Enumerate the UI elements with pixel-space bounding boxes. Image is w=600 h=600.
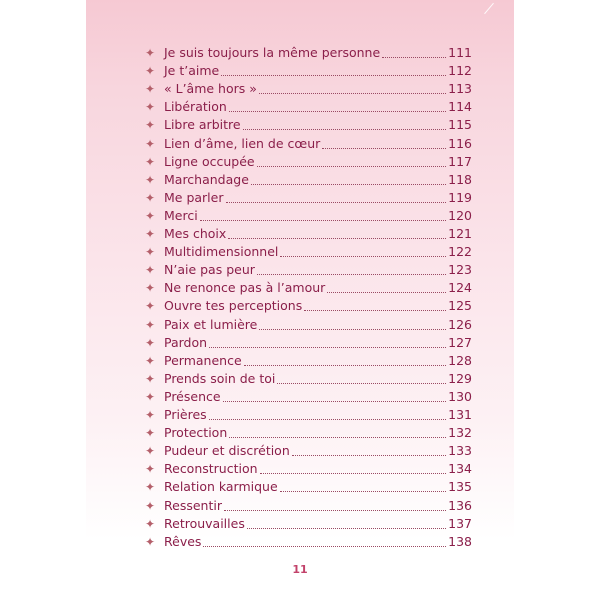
dot-leader — [247, 527, 446, 529]
toc-entry-title: Je suis toujours la même personne — [164, 45, 381, 60]
toc-entry-page: 119 — [448, 189, 472, 205]
toc-entry-line — [164, 334, 472, 352]
dot-leader — [304, 309, 446, 311]
toc-entry-page: 132 — [448, 425, 472, 441]
dot-leader — [327, 291, 446, 293]
toc-entry-page: 131 — [448, 407, 472, 422]
dot-leader — [209, 418, 446, 420]
sparkle-bullet-icon: ✦ — [145, 317, 156, 332]
toc-entry — [0, 297, 600, 315]
toc-entry — [0, 207, 600, 225]
toc-entry-title: Ouvre tes perceptions — [164, 298, 303, 314]
dot-leader — [259, 92, 446, 94]
dot-leader — [260, 472, 447, 474]
toc-entry — [0, 352, 600, 370]
toc-entry-line — [164, 533, 472, 551]
toc-entry-line — [164, 80, 472, 98]
toc-entry — [0, 243, 600, 261]
toc-entry-title: Protection — [164, 425, 228, 441]
dot-leader — [243, 128, 447, 130]
sparkle-bullet-icon: ✦ — [145, 299, 156, 314]
sparkle-bullet-icon: ✦ — [145, 462, 156, 477]
dot-leader — [257, 165, 447, 167]
toc-entry-title: Pudeur et discrétion — [164, 443, 290, 459]
toc-entry-title: Paix et lumière — [164, 316, 258, 332]
dot-leader — [209, 346, 446, 348]
toc-entry — [0, 460, 600, 478]
dot-leader — [224, 509, 446, 511]
toc-entry-title: Multidimensionnel — [164, 244, 279, 260]
toc-entry-line — [164, 98, 472, 116]
toc-entry-title: Retrouvailles — [164, 515, 245, 531]
sparkle-bullet-icon: ✦ — [145, 154, 156, 169]
toc-entry-title: Relation karmique — [164, 479, 278, 495]
toc-entry-line — [164, 406, 472, 424]
sparkle-bullet-icon: ✦ — [145, 245, 156, 260]
sparkle-bullet-icon: ✦ — [145, 64, 156, 79]
toc-entry-page: 113 — [448, 81, 472, 97]
toc-entry-title: N’aie pas peur — [164, 262, 255, 278]
toc-entry — [0, 44, 600, 62]
toc-entry-page: 125 — [448, 298, 472, 314]
toc-entry-title: Prends soin de toi — [164, 370, 276, 386]
toc-entry-title: Me parler — [164, 189, 224, 205]
toc-entry-page: 126 — [448, 316, 472, 332]
toc-entry — [0, 80, 600, 98]
toc-entry — [0, 370, 600, 388]
toc-entry — [0, 62, 600, 80]
toc-entry-line — [164, 370, 472, 388]
sparkle-bullet-icon: ✦ — [145, 480, 156, 495]
sparkle-bullet-icon: ✦ — [145, 408, 156, 422]
toc-entry — [0, 515, 600, 533]
dot-leader — [200, 219, 446, 221]
sparkle-bullet-icon: ✦ — [145, 389, 156, 404]
sparkle-bullet-icon: ✦ — [145, 353, 156, 368]
dot-leader — [203, 545, 446, 547]
dot-leader — [259, 328, 446, 330]
toc-entry-title: Merci — [164, 207, 198, 223]
toc-entry-title: Ressentir — [164, 497, 222, 513]
toc-entry — [0, 116, 600, 134]
dot-leader — [322, 147, 446, 149]
toc-entry-line — [164, 116, 472, 134]
toc-entry-page: 117 — [448, 153, 472, 169]
toc-entry-line — [164, 442, 472, 460]
toc-entry-title: Marchandage — [164, 171, 249, 187]
dot-leader — [280, 255, 446, 257]
toc-entry-line — [164, 460, 472, 478]
toc-entry-line — [164, 171, 472, 189]
toc-entry-line — [164, 44, 472, 62]
toc-entry-page: 128 — [448, 352, 472, 368]
dot-leader — [226, 201, 447, 203]
toc-entry-line — [164, 497, 472, 515]
sparkle-bullet-icon: ✦ — [145, 46, 156, 60]
toc-entry-line — [164, 316, 472, 334]
toc-entry-title: Rêves — [164, 533, 202, 549]
dot-leader — [280, 490, 446, 492]
toc-entry-title: Permanence — [164, 352, 242, 368]
sparkle-bullet-icon: ✦ — [145, 371, 156, 386]
toc-entry-title: Ligne occupée — [164, 153, 255, 169]
toc-entry-line — [164, 515, 472, 533]
dot-leader — [257, 273, 446, 275]
toc-entry-page: 136 — [448, 497, 472, 513]
toc-entry-page: 118 — [448, 171, 472, 187]
toc-entry — [0, 225, 600, 243]
toc-entry-line — [164, 297, 472, 315]
toc-entry-line — [164, 352, 472, 370]
toc-entry-page: 137 — [448, 515, 472, 531]
toc-entry-page: 135 — [448, 479, 472, 495]
toc-entry-page: 130 — [448, 388, 472, 404]
toc-entry-line — [164, 225, 472, 243]
toc-entry-line — [164, 424, 472, 442]
toc-entry-line — [164, 388, 472, 406]
dot-leader — [251, 183, 446, 185]
dot-leader — [221, 74, 446, 76]
toc-entry-line — [164, 243, 472, 261]
toc-entry-page: 120 — [448, 207, 472, 223]
sparkle-bullet-icon: ✦ — [145, 426, 156, 441]
toc-entry-title: Je t’aime — [164, 63, 220, 79]
toc-entry-page: 115 — [448, 117, 472, 133]
toc-entry — [0, 334, 600, 352]
toc-entry — [0, 442, 600, 460]
toc-entry-page: 111 — [448, 45, 472, 60]
toc-entry-line — [164, 478, 472, 496]
dot-leader — [228, 237, 446, 239]
toc-entry-line — [164, 261, 472, 279]
toc-entry — [0, 424, 600, 442]
sparkle-bullet-icon: ✦ — [145, 516, 156, 531]
toc-entry-page: 116 — [448, 135, 472, 151]
sparkle-bullet-icon: ✦ — [145, 263, 156, 278]
dot-leader — [244, 364, 447, 366]
toc-entry-page: 122 — [448, 244, 472, 260]
dot-leader — [229, 436, 446, 438]
sparkle-bullet-icon: ✦ — [145, 208, 156, 223]
dot-leader — [223, 400, 447, 402]
toc-entry — [0, 388, 600, 406]
toc-entry-line — [164, 207, 472, 225]
toc-entry — [0, 478, 600, 496]
toc-entry-title: Reconstruction — [164, 461, 258, 477]
sparkle-bullet-icon: ✦ — [145, 172, 156, 187]
sparkle-bullet-icon: ✦ — [145, 136, 156, 151]
sparkle-bullet-icon: ✦ — [145, 100, 156, 115]
toc-entry-page: 129 — [448, 370, 472, 386]
sparkle-bullet-icon: ✦ — [145, 82, 156, 97]
toc-entry-page: 121 — [448, 226, 472, 241]
page-number: 11 — [292, 563, 308, 576]
toc-entry-title: Ne renonce pas à l’amour — [164, 280, 326, 296]
toc-entry — [0, 98, 600, 116]
toc-entry-title: Prières — [164, 407, 207, 422]
toc-entry-page: 123 — [448, 262, 472, 278]
dot-leader — [277, 382, 446, 384]
toc-entry-title: Libre arbitre — [164, 117, 241, 133]
sparkle-bullet-icon: ✦ — [145, 190, 156, 205]
toc-entry-line — [164, 62, 472, 80]
toc-entry-line — [164, 135, 472, 153]
sparkle-bullet-icon: ✦ — [145, 444, 156, 459]
toc-entry-page: 114 — [448, 99, 472, 115]
sparkle-bullet-icon: ✦ — [145, 534, 156, 549]
toc-entry — [0, 189, 600, 207]
toc-entry-page: 124 — [448, 280, 472, 296]
toc-entry-page: 133 — [448, 443, 472, 459]
dot-leader — [229, 110, 446, 112]
toc-entry-title: Libération — [164, 99, 227, 115]
toc-entry — [0, 135, 600, 153]
toc-entry — [0, 261, 600, 279]
toc-entry — [0, 153, 600, 171]
toc-entry-title: Mes choix — [164, 226, 227, 241]
dot-leader — [382, 56, 446, 58]
sparkle-bullet-icon: ✦ — [145, 118, 156, 133]
toc-entry-page: 127 — [448, 334, 472, 350]
toc-entry-page: 112 — [448, 63, 472, 79]
toc-entry — [0, 497, 600, 515]
toc-entry-line — [164, 189, 472, 207]
toc-entry — [0, 171, 600, 189]
toc-entry-line — [164, 279, 472, 297]
toc-entry — [0, 316, 600, 334]
toc-entry — [0, 406, 600, 424]
toc-entry-title: Lien d’âme, lien de cœur — [164, 135, 321, 151]
toc-entry — [0, 279, 600, 297]
toc-entry-title: Pardon — [164, 334, 208, 350]
sparkle-bullet-icon: ✦ — [145, 335, 156, 350]
sparkle-bullet-icon: ✦ — [145, 227, 156, 241]
toc-entry-line — [164, 153, 472, 171]
toc-entry-page: 138 — [448, 533, 472, 549]
toc-entry-title: « L’âme hors » — [164, 81, 257, 97]
toc-entry-title: Présence — [164, 388, 221, 404]
toc-entry-page: 134 — [448, 461, 472, 477]
dot-leader — [292, 454, 446, 456]
sparkle-bullet-icon: ✦ — [145, 281, 156, 296]
toc-entry — [0, 533, 600, 551]
sparkle-bullet-icon: ✦ — [145, 498, 156, 513]
